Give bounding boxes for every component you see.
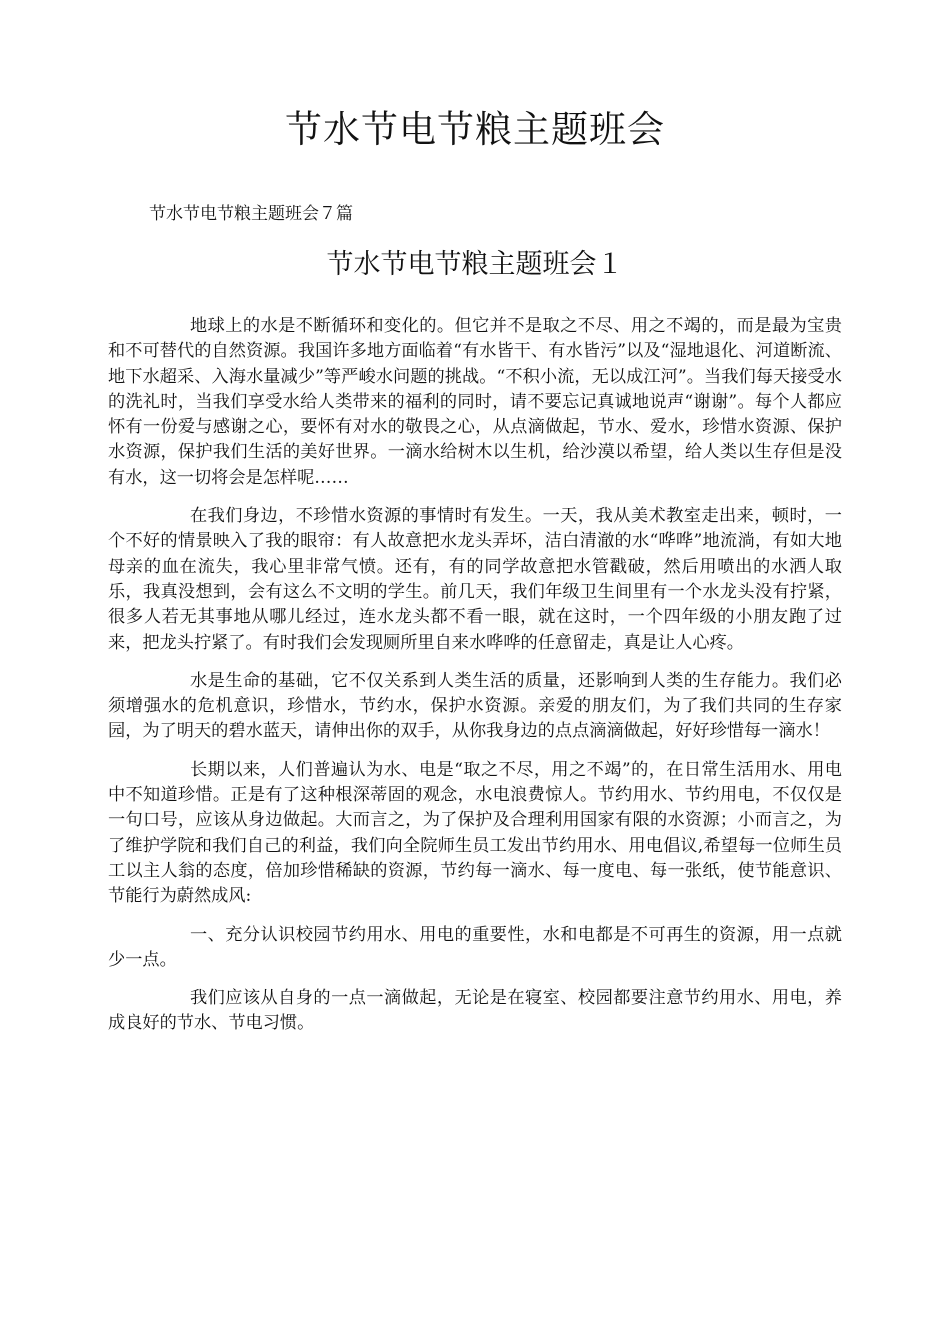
paragraph: 我们应该从自身的一点一滴做起，无论是在寝室、校园都要注意节约用水、用电，养成良好的节水、节电习惯。	[108, 988, 842, 1034]
paragraph: 长期以来，人们普遍认为水、电是“取之不尽，用之不竭”的，在日常生活用水、用电中不知道珍惜。正是有了这种根深蒂固的观念，水电浪费惊人。节约用水、节约用电，不仅仅是一句口号，应该从身边做起。大而言之，为了保护及合理利用国家有限的水资源；小而言之，为了维护学院和我们自己的利益，我们向全院师生员工发出节约用水、用电倡议,希望每一位师生员工以主人翁的态度，倍加珍惜稀缺的资源，节约每一滴水、每一度电、每一张纸，使节能意识、节能行为蔚然成风:	[108, 759, 842, 907]
paragraph: 一、充分认识校园节约用水、用电的重要性，水和电都是不可再生的资源，用一点就少一点。	[108, 924, 842, 970]
document-body	[108, 314, 842, 1050]
document-title: 节水节电节粮主题班会	[285, 108, 665, 151]
section-title: 节水节电节粮主题班会１	[326, 249, 624, 280]
paragraph: 水是生命的基础，它不仅关系到人类生活的质量，还影响到人类的生存能力。我们必须增强水的危机意识，珍惜水，节约水，保护水资源。亲爱的朋友们，为了我们共同的生存家园，为了明天的碧水蓝天，请伸出你的双手，从你我身边的点点滴滴做起，好好珍惜每一滴水！	[108, 670, 842, 742]
paragraph: 地球上的水是不断循环和变化的。但它并不是取之不尽、用之不竭的，而是最为宝贵和不可替代的自然资源。我国许多地方面临着“有水皆干、有水皆污”以及“湿地退化、河道断流、地下水超采、入海水量减少”等严峻水问题的挑战。“不积小流，无以成江河”。当我们每天接受水的洗礼时，当我们享受水给人类带来的福利的同时，请不要忘记真诚地说声“谢谢”。每个人都应怀有一份爱与感谢之心，要怀有对水的敬畏之心，从点滴做起，节水、爱水，珍惜水资源、保护水资源，保护我们生活的美好世界。一滴水给树木以生机，给沙漠以希望，给人类以生存但是没有水，这一切将会是怎样呢……	[108, 316, 842, 488]
collection-label: 节水节电节粮主题班会７篇	[149, 204, 353, 224]
paragraph: 在我们身边，不珍惜水资源的事情时有发生。一天，我从美术教室走出来，顿时，一个不好的情景映入了我的眼帘：有人故意把水龙头弄坏，洁白清澈的水“哗哗”地流淌，有如大地母亲的血在流失，我心里非常气愤。还有，有的同学故意把水管戳破，然后用喷出的水洒人取乐，我真没想到，会有这么不文明的学生。前几天，我们年级卫生间里有一个水龙头没有拧紧，很多人若无其事地从哪儿经过，连水龙头都不看一眼，就在这时，一个四年级的小朋友跑了过来，把龙头拧紧了。有时我们会发现厕所里自来水哗哗的任意留走，真是让人心疼。	[108, 506, 842, 653]
